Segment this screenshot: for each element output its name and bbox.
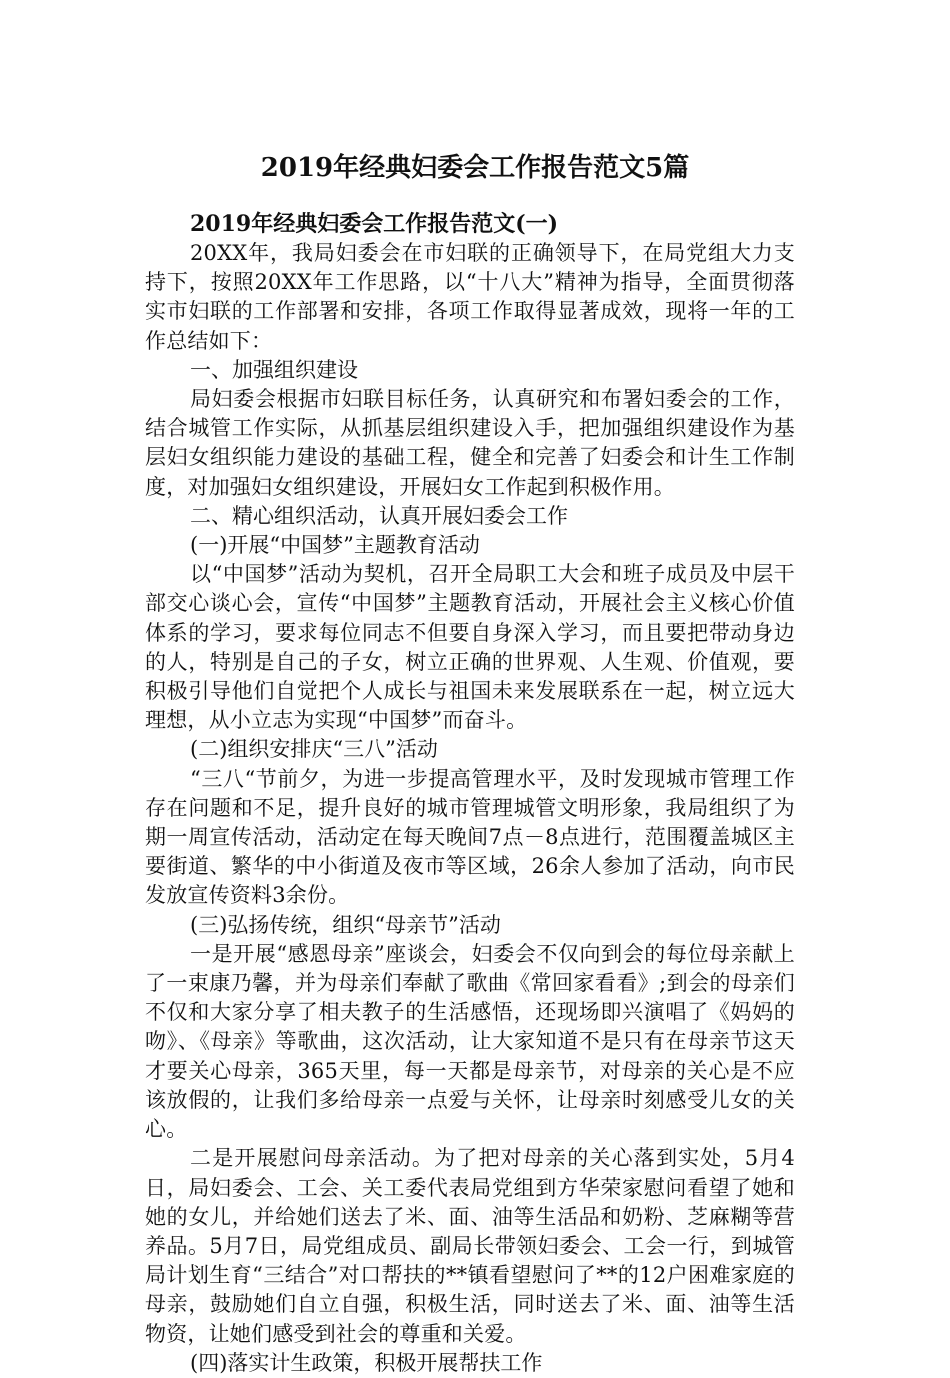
section-heading: 二、精心组织活动，认真开展妇委会工作	[190, 503, 568, 528]
section-subtitle: 2019年经典妇委会工作报告范文(一)	[190, 211, 559, 237]
section-heading: 一、加强组织建设	[190, 357, 358, 382]
paragraph: 以“中国梦”活动为契机，召开全局职工大会和班子成员及中层干部交心谈心会，宣传“中国梦”主题教育活动，开展社会主义核心价值体系的学习，要求每位同志不但要自身深入学习，而且要把带动身边的人，特别是自己的子女，树立正确的世界观、人生观、价值观，要积极引导他们自觉把个人成长与祖国未来发展联系在一起，树立远大理想，从小立志为实现“中国梦”而奋斗。	[145, 562, 795, 733]
subsection-heading: (三)弘扬传统，组织“母亲节”活动	[190, 912, 501, 937]
subsection-heading: (二)组织安排庆“三八”活动	[190, 737, 438, 762]
paragraph: 局妇委会根据市妇联目标任务，认真研究和布署妇委会的工作，结合城管工作实际，从抓基层组织建设入手，把加强组织建设作为基层妇女组织能力建设的基础工程，健全和完善了妇委会和计生工作制度，对加强妇女组织建设，开展妇女工作起到积极作用。	[145, 387, 795, 499]
paragraph: 一是开展“感恩母亲”座谈会，妇委会不仅向到会的每位母亲献上了一束康乃馨，并为母亲们奉献了歌曲《常回家看看》;到会的母亲们不仅和大家分享了相夫教子的生活感悟，还现场即兴演唱了《妈妈的吻》、《母亲》等歌曲，这次活动，让大家知道不是只有在母亲节这天才要关心母亲，365天里，每一天都是母亲节，对母亲的关心是不应该放假的，让我们多给母亲一点爱与关怀，让母亲时刻感受儿女的关心。	[145, 941, 795, 1142]
document-title: 2019年经典妇委会工作报告范文5篇	[260, 153, 690, 183]
paragraph: 二是开展慰问母亲活动。为了把对母亲的关心落到实处，5月4日，局妇委会、工会、关工委代表局党组到方华荣家慰问看望了她和她的女儿，并给她们送去了米、面、油等生活品和奶粉、芝麻糊等营养品。5月7日，局党组成员、副局长带领妇委会、工会一行，到城管局计划生育“三结合”对口帮扶的**镇看望慰问了**的12户困难家庭的母亲，鼓励她们自立自强，积极生活，同时送去了米、面、油等生活物资，让她们感受到社会的尊重和关爱。	[145, 1146, 795, 1346]
paragraph: 20XX年，我局妇委会在市妇联的正确领导下，在局党组大力支持下，按照20XX年工作思路，以“十八大”精神为指导，全面贯彻落实市妇联的工作部署和安排，各项工作取得显著成效，现将一年的工作总结如下：	[145, 241, 795, 353]
paragraph: “三八“节前夕，为进一步提高管理水平，及时发现城市管理工作存在问题和不足，提升良好的城市管理城管文明形象，我局组织了为期一周宣传活动，活动定在每天晚间7点－8点进行，范围覆盖城区主要街道、繁华的中小街道及夜市等区域，26余人参加了活动，向市民发放宣传资料3余份。	[145, 766, 795, 908]
subsection-heading: (一)开展“中国梦”主题教育活动	[190, 533, 480, 558]
subsection-heading: (四)落实计生政策，积极开展帮扶工作	[190, 1350, 543, 1375]
document-body	[145, 210, 795, 1378]
